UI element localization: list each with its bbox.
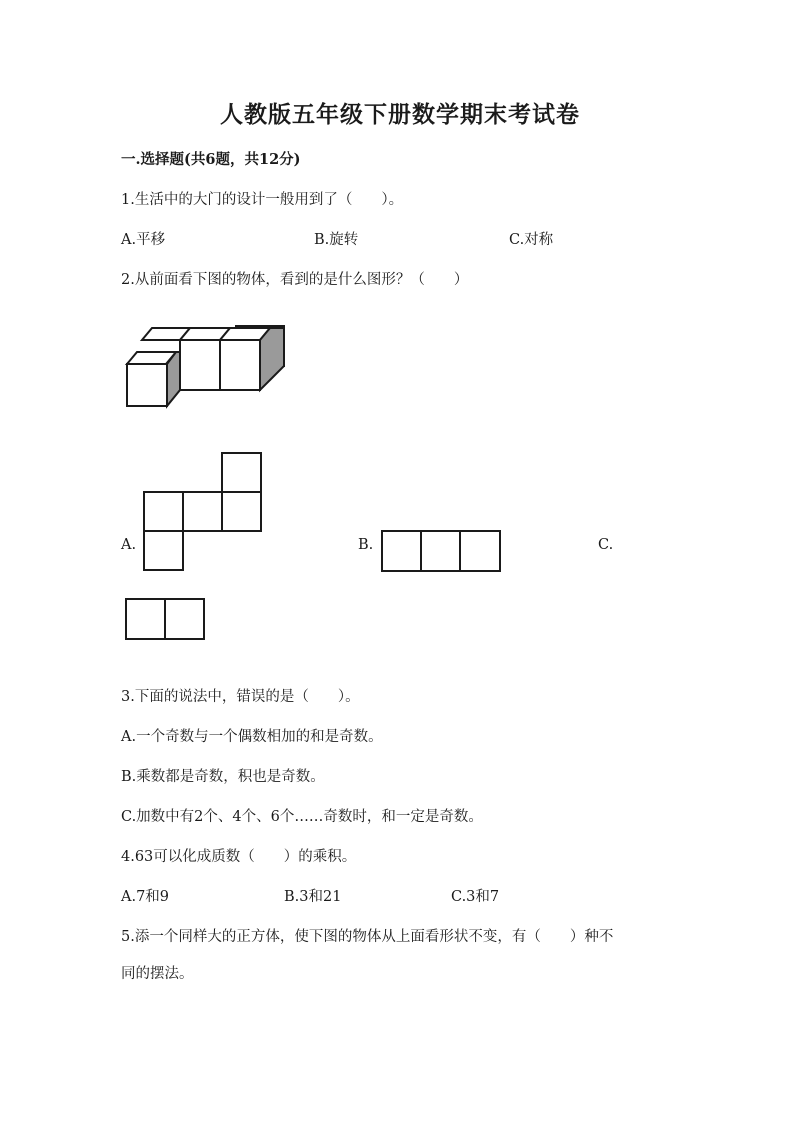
section-heading: 一.选择题(共6题，共12分) [121,151,301,168]
question-2-option-c-label: C. [598,537,614,553]
question-3-option-c: C.加数中有2个、4个、6个……奇数时，和一定是奇数。 [121,809,483,825]
question-4-option-c: C.3和7 [451,889,500,905]
question-1-option-c: C.对称 [509,232,554,248]
question-3-stem: 3.下面的说法中，错误的是（ ）。 [121,689,360,705]
exam-title: 人教版五年级下册数学期末考试卷 [220,101,580,128]
option-b-shape [381,530,503,574]
question-1-option-a: A.平移 [121,232,166,248]
question-2-option-a-label: A. [121,537,137,553]
question-5-stem-line-1: 5.添一个同样大的正方体，使下图的物体从上面看形状不变，有（ ）种不 [121,929,614,945]
question-3-option-a: A.一个奇数与一个偶数相加的和是奇数。 [121,729,383,745]
question-2-stem: 2.从前面看下图的物体，看到的是什么图形？（ ） [121,272,469,288]
cube-object-figure [120,320,295,415]
cube-front-left [127,364,167,406]
question-5-stem-line-2: 同的摆法。 [121,966,194,982]
question-2-option-b-label: B. [358,537,374,553]
cube-middle-2 [220,340,260,390]
question-4-option-b: B.3和21 [284,889,342,905]
option-a-shape [142,452,264,574]
question-1-option-b: B.旋转 [314,232,359,248]
question-4-stem: 4.63可以化成质数（ ）的乘积。 [121,849,357,865]
question-1-stem: 1.生活中的大门的设计一般用到了（ ）。 [121,192,404,208]
question-4-option-a: A.7和9 [121,889,170,905]
option-c-shape [125,598,207,642]
question-3-option-b: B.乘数都是奇数，积也是奇数。 [121,769,325,785]
cube-middle-1 [180,340,220,390]
